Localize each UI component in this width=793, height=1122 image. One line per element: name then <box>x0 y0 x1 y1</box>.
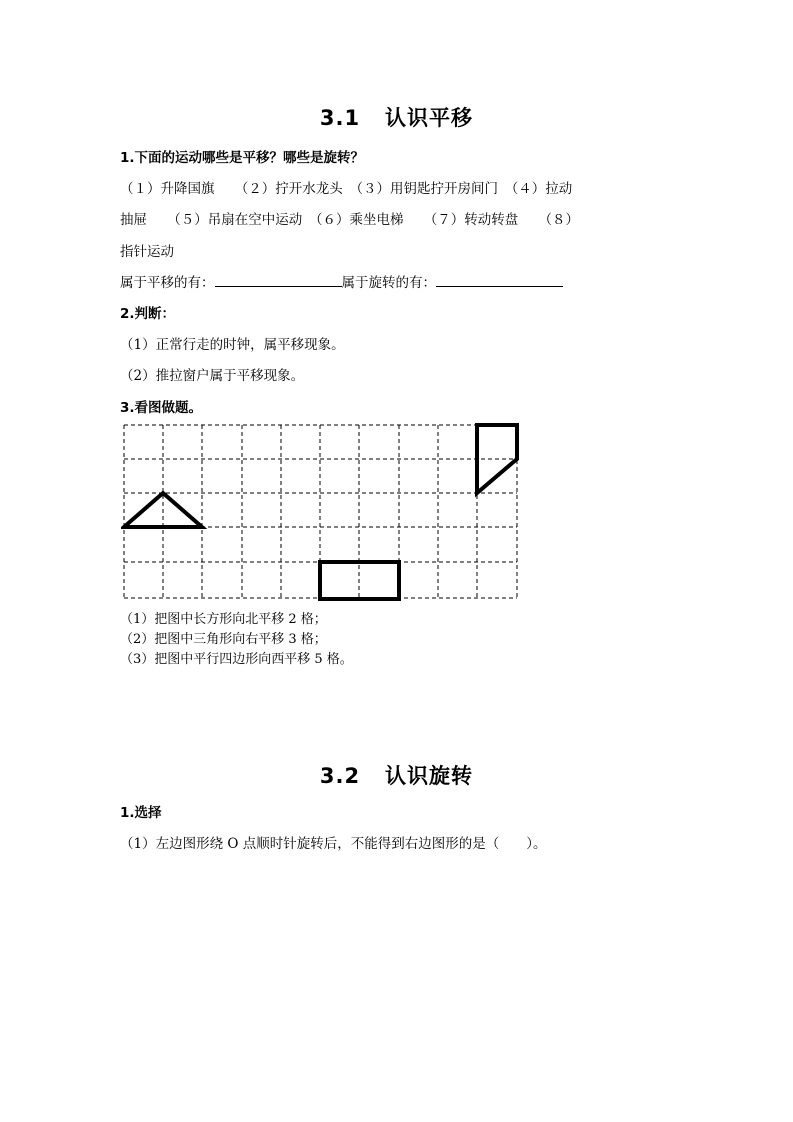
question-1-options-line-3: 指针运动 <box>120 244 174 260</box>
rotation-answer-label: 属于旋转的有： <box>341 275 436 291</box>
question-2-item-1: （1）正常行走的时钟，属平移现象。 <box>120 337 345 353</box>
question-3-heading: 3.看图做题。 <box>120 400 203 416</box>
section-title-rotation: 3.2 认识旋转 <box>319 764 474 788</box>
question-1-heading: 1.下面的运动哪些是平移？哪些是旋转？ <box>120 150 365 166</box>
translation-answer-label: 属于平移的有： <box>120 275 215 291</box>
question-2-heading: 2.判断： <box>120 306 176 322</box>
question-2-item-2: （2）推拉窗户属于平移现象。 <box>120 368 305 384</box>
question-3-item-1: （1）把图中长方形向北平移 2 格； <box>120 612 327 627</box>
translation-answer-blank[interactable] <box>215 273 342 287</box>
section-2-question-1-item-1: （1）左边图形绕 O 点顺时针旋转后，不能得到右边图形的是（ ）。 <box>120 836 547 852</box>
section-2-question-1-heading: 1.选择 <box>120 805 162 821</box>
question-1-options-line-1: （１）升降国旗 （２）拧开水龙头 （３）用钥匙拧开房间门 （４）拉动 <box>120 181 573 197</box>
section-title-translation: 3.1 认识平移 <box>319 106 474 130</box>
answer-row <box>120 271 563 291</box>
question-1-options-line-2: 抽屉 （５）吊扇在空中运动 （６）乘坐电梯 （７）转动转盘 （８） <box>120 212 579 228</box>
question-3-item-2: （2）把图中三角形向右平移 3 格； <box>120 632 327 647</box>
translation-grid-figure <box>121 422 521 604</box>
rotation-answer-blank[interactable] <box>436 273 563 287</box>
question-3-item-3: （3）把图中平行四边形向西平移 5 格。 <box>120 652 353 667</box>
